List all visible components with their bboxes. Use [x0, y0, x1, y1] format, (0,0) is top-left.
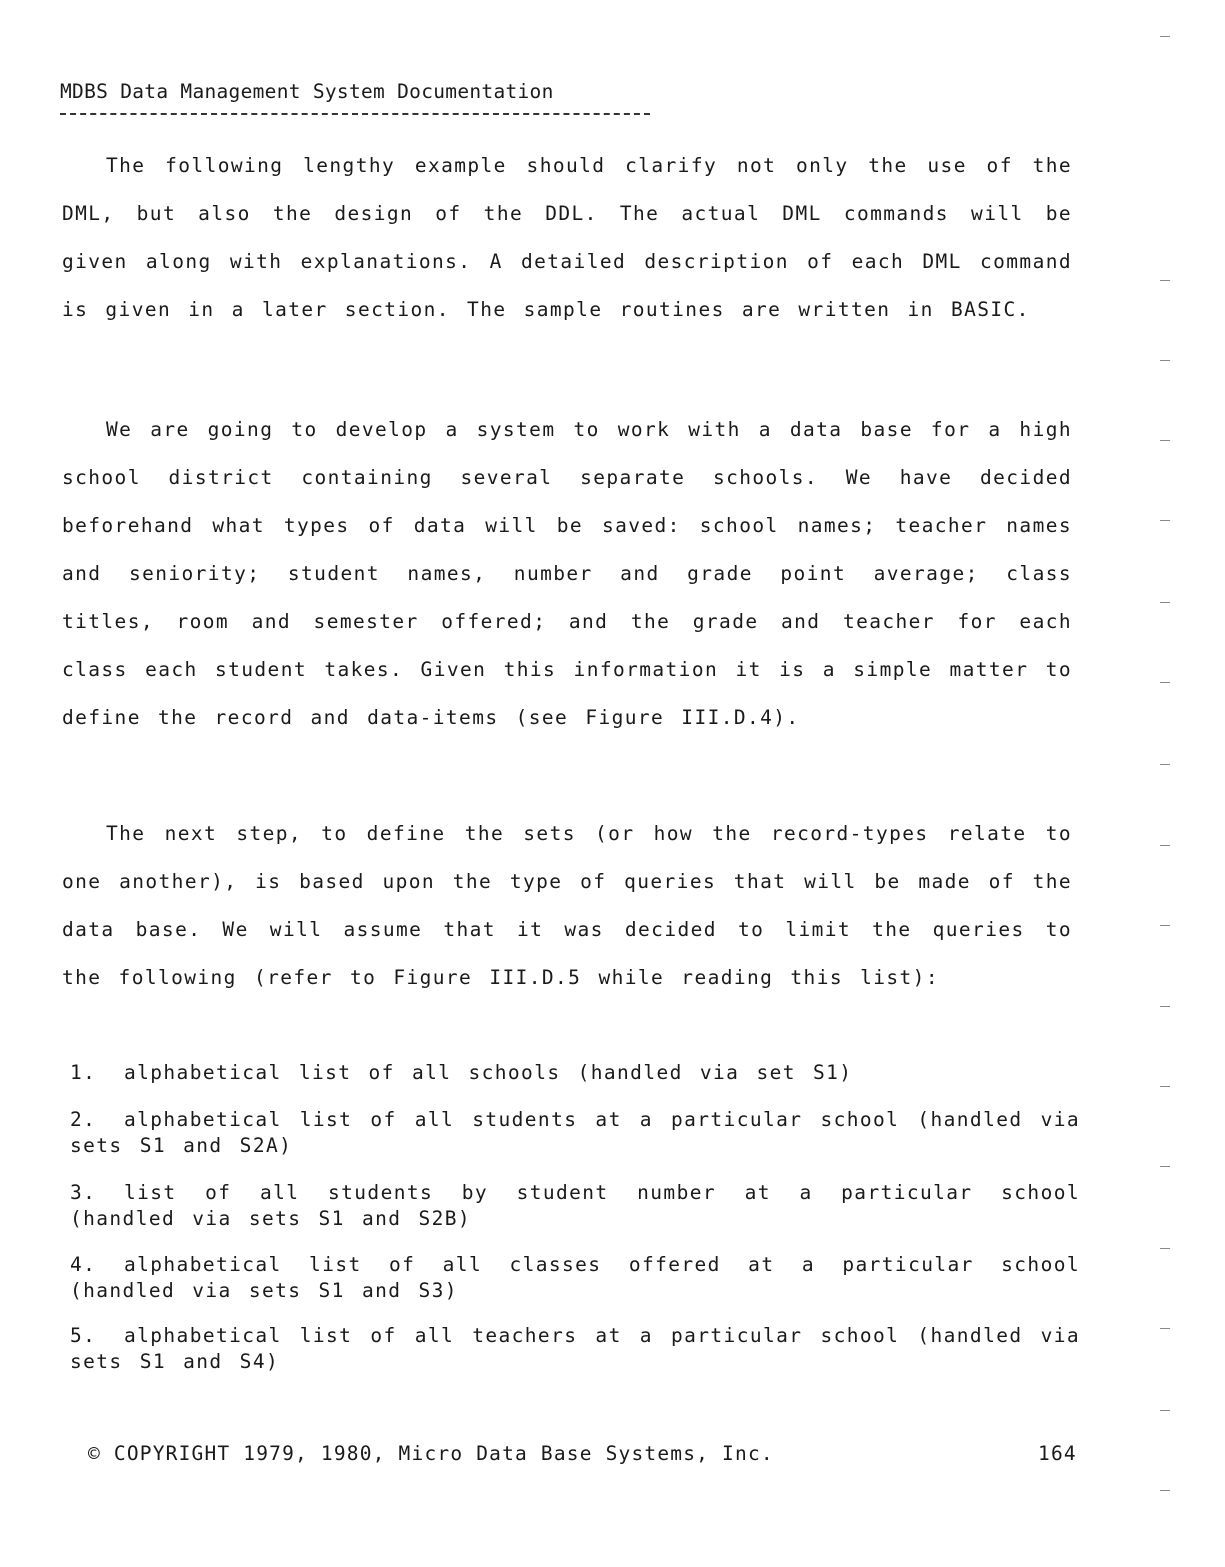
margin-mark	[1160, 1490, 1170, 1491]
list-item-number: 4.	[70, 1253, 97, 1276]
paragraph: The following lengthy example should clarify not only the use of the DML, but also the design of the DDL. The actual DML commands will be given along with explanations. A detailed description of each DML command is given in a later section. The sample routines are written in BASIC.	[62, 154, 1072, 321]
list-item-number: 2.	[70, 1108, 97, 1131]
paragraph-2-container	[62, 406, 1072, 742]
list-item-text: list of all students by student number at a particular school (handled via sets S1 and S2B)	[70, 1181, 1080, 1230]
margin-mark	[1160, 1248, 1170, 1249]
margin-mark	[1160, 764, 1170, 765]
list-item-text: alphabetical list of all classes offered at a particular school (handled via sets S1 and S3)	[70, 1253, 1080, 1302]
list-item	[70, 1323, 1080, 1375]
margin-mark	[1160, 440, 1170, 441]
list-item-text: alphabetical list of all schools (handled via set S1)	[124, 1061, 853, 1084]
margin-mark	[1160, 602, 1170, 603]
page-header-title: MDBS Data Management System Documentation	[60, 80, 554, 103]
paragraph-1-container	[62, 142, 1072, 334]
list-item	[70, 1060, 1080, 1086]
list-item-number: 3.	[70, 1181, 97, 1204]
paragraph-3-container	[62, 810, 1072, 1002]
margin-mark	[1160, 1410, 1170, 1411]
copyright-footer: © COPYRIGHT 1979, 1980, Micro Data Base Systems, Inc.	[88, 1442, 774, 1465]
margin-mark	[1160, 1166, 1170, 1167]
list-item-number: 1.	[70, 1061, 97, 1084]
margin-mark	[1160, 280, 1170, 281]
margin-mark	[1160, 1328, 1170, 1329]
margin-mark	[1160, 1006, 1170, 1007]
list-item	[70, 1180, 1080, 1232]
margin-tick-marks	[1160, 0, 1180, 1567]
margin-mark	[1160, 1086, 1170, 1087]
page-number: 164	[1038, 1442, 1077, 1465]
margin-mark	[1160, 925, 1170, 926]
list-item-text: alphabetical list of all teachers at a particular school (handled via sets S1 and S4)	[70, 1324, 1080, 1373]
list-item-text: alphabetical list of all students at a particular school (handled via sets S1 and S2A)	[70, 1108, 1080, 1157]
header-divider	[60, 113, 650, 115]
margin-mark	[1160, 36, 1170, 37]
list-item	[70, 1252, 1080, 1304]
margin-mark	[1160, 682, 1170, 683]
margin-mark	[1160, 360, 1170, 361]
margin-mark	[1160, 520, 1170, 521]
paragraph: We are going to develop a system to work with a data base for a high school district containing several separate schools. We have decided beforehand what types of data will be saved: school names; teacher names and seniority; student names, number and grade point average; class titles, room and semester offered; and the grade and teacher for each class each student takes. Given this information it is a simple matter to define the record and data-items (see Figure III.D.4).	[62, 418, 1072, 729]
paragraph: The next step, to define the sets (or how the record-types relate to one another), is based upon the type of queries that will be made of the data base. We will assume that it was decided to limit the queries to the following (refer to Figure III.D.5 while reading this list):	[62, 822, 1072, 989]
list-item-number: 5.	[70, 1324, 97, 1347]
margin-mark	[1160, 845, 1170, 846]
list-item	[70, 1107, 1080, 1159]
